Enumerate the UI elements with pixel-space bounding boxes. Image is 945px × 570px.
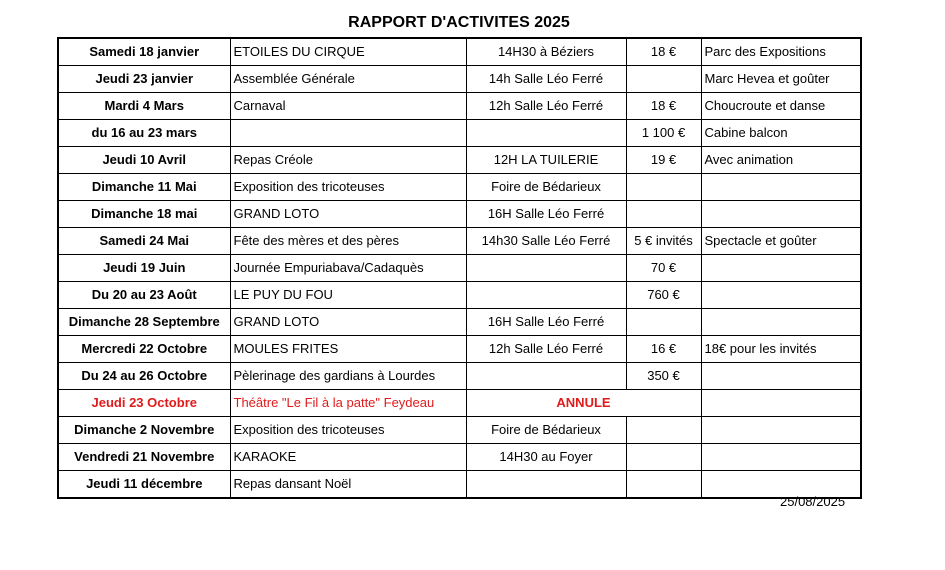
event-cell: MOULES FRITES (230, 336, 466, 363)
place-cell: 14H30 à Béziers (466, 38, 626, 66)
place-cell: 12H LA TUILERIE (466, 147, 626, 174)
place-cell (466, 282, 626, 309)
table-row (58, 201, 861, 228)
place-cell (466, 120, 626, 147)
event-cell: KARAOKE (230, 444, 466, 471)
date-cell: Jeudi 23 Octobre (58, 390, 230, 417)
note-cell (701, 417, 861, 444)
date-cell: Dimanche 28 Septembre (58, 309, 230, 336)
table-row (58, 471, 861, 499)
activities-table (57, 37, 862, 499)
place-cell: Foire de Bédarieux (466, 417, 626, 444)
price-cell (626, 201, 701, 228)
price-cell (626, 174, 701, 201)
date-cell: Dimanche 2 Novembre (58, 417, 230, 444)
event-cell: Exposition des tricoteuses (230, 174, 466, 201)
price-cell: 18 € (626, 38, 701, 66)
date-cell: Samedi 24 Mai (58, 228, 230, 255)
date-cell: Jeudi 19 Juin (58, 255, 230, 282)
place-cell: 16H Salle Léo Ferré (466, 201, 626, 228)
price-cell: 18 € (626, 93, 701, 120)
date-cell: Du 24 au 26 Octobre (58, 363, 230, 390)
place-cell: 14h Salle Léo Ferré (466, 66, 626, 93)
price-cell: 350 € (626, 363, 701, 390)
note-cell (701, 174, 861, 201)
date-cell: Mercredi 22 Octobre (58, 336, 230, 363)
price-cell (626, 471, 701, 499)
table-row (58, 390, 861, 417)
table-row (58, 444, 861, 471)
note-cell (701, 201, 861, 228)
cancelled-status-cell: ANNULE (466, 390, 701, 417)
price-cell: 1 100 € (626, 120, 701, 147)
table-row (58, 336, 861, 363)
event-cell: Pèlerinage des gardians à Lourdes (230, 363, 466, 390)
date-cell: Du 20 au 23 Août (58, 282, 230, 309)
note-cell (701, 282, 861, 309)
report-date: 25/08/2025 (780, 494, 846, 509)
table-row (58, 282, 861, 309)
event-cell: Théâtre "Le Fil à la patte" Feydeau (230, 390, 466, 417)
event-cell: GRAND LOTO (230, 309, 466, 336)
place-cell: Foire de Bédarieux (466, 174, 626, 201)
event-cell: GRAND LOTO (230, 201, 466, 228)
note-cell (701, 363, 861, 390)
table-row (58, 38, 861, 66)
price-cell: 19 € (626, 147, 701, 174)
event-cell: Journée Empuriabava/Cadaquès (230, 255, 466, 282)
date-cell: Mardi 4 Mars (58, 93, 230, 120)
event-cell: ETOILES DU CIRQUE (230, 38, 466, 66)
place-cell: 12h Salle Léo Ferré (466, 336, 626, 363)
event-cell: Carnaval (230, 93, 466, 120)
date-cell: Dimanche 18 mai (58, 201, 230, 228)
event-cell: Exposition des tricoteuses (230, 417, 466, 444)
table-row (58, 417, 861, 444)
price-cell: 70 € (626, 255, 701, 282)
place-cell (466, 255, 626, 282)
place-cell (466, 363, 626, 390)
price-cell (626, 444, 701, 471)
date-cell: Jeudi 10 Avril (58, 147, 230, 174)
table-row (58, 309, 861, 336)
date-cell: Jeudi 11 décembre (58, 471, 230, 499)
note-cell (701, 309, 861, 336)
note-cell: Parc des Expositions (701, 38, 861, 66)
note-cell (701, 390, 861, 417)
note-cell (701, 255, 861, 282)
date-cell: Samedi 18 janvier (58, 38, 230, 66)
date-cell: Vendredi 21 Novembre (58, 444, 230, 471)
event-cell: Repas Créole (230, 147, 466, 174)
note-cell: Spectacle et goûter (701, 228, 861, 255)
table-row (58, 120, 861, 147)
table-row (58, 66, 861, 93)
note-cell: Avec animation (701, 147, 861, 174)
price-cell: 5 € invités (626, 228, 701, 255)
price-cell (626, 309, 701, 336)
event-cell: Repas dansant Noël (230, 471, 466, 499)
place-cell (466, 471, 626, 499)
date-cell: du 16 au 23 mars (58, 120, 230, 147)
price-cell: 760 € (626, 282, 701, 309)
event-cell: Fête des mères et des pères (230, 228, 466, 255)
place-cell: 14h30 Salle Léo Ferré (466, 228, 626, 255)
price-cell (626, 417, 701, 444)
table-row (58, 93, 861, 120)
price-cell: 16 € (626, 336, 701, 363)
event-cell: LE PUY DU FOU (230, 282, 466, 309)
table-row (58, 228, 861, 255)
date-cell: Jeudi 23 janvier (58, 66, 230, 93)
place-cell: 16H Salle Léo Ferré (466, 309, 626, 336)
note-cell: Choucroute et danse (701, 93, 861, 120)
note-cell: Marc Hevea et goûter (701, 66, 861, 93)
table-row (58, 255, 861, 282)
place-cell: 12h Salle Léo Ferré (466, 93, 626, 120)
table-row (58, 174, 861, 201)
note-cell (701, 444, 861, 471)
price-cell (626, 66, 701, 93)
date-cell: Dimanche 11 Mai (58, 174, 230, 201)
table-row (58, 147, 861, 174)
report-title: RAPPORT D'ACTIVITES 2025 (348, 14, 570, 31)
note-cell: 18€ pour les invités (701, 336, 861, 363)
table-row (58, 363, 861, 390)
place-cell: 14H30 au Foyer (466, 444, 626, 471)
event-cell (230, 120, 466, 147)
event-cell: Assemblée Générale (230, 66, 466, 93)
note-cell: Cabine balcon (701, 120, 861, 147)
